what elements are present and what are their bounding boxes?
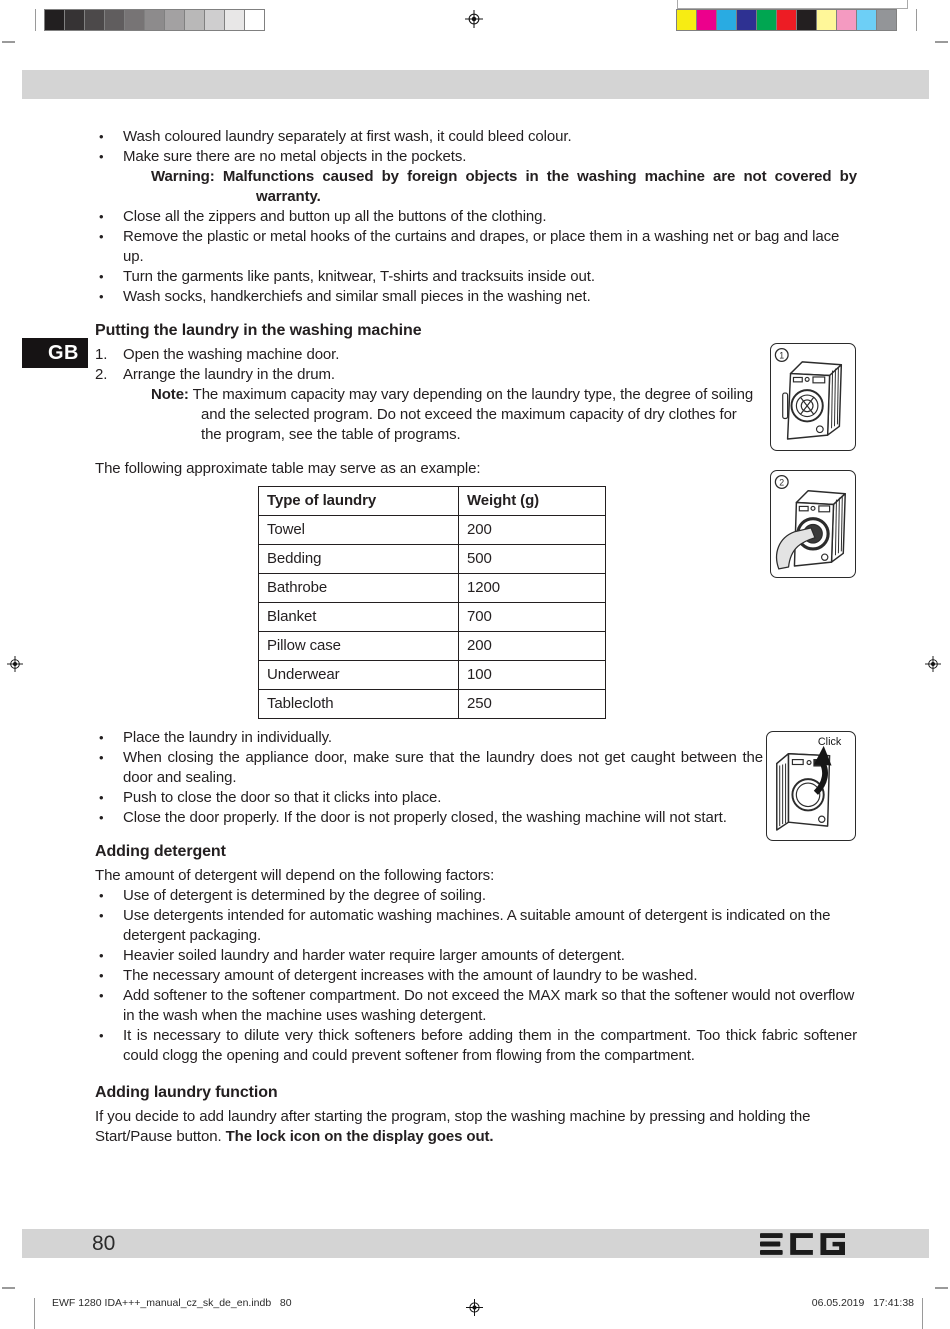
grayscale-swatch (184, 9, 205, 31)
step-number: 2. (95, 366, 108, 383)
bullet-text: Turn the garments like pants, knitwear, T-shirts and tracksuits inside out. (123, 268, 595, 285)
crop-mark (916, 9, 917, 31)
steps-list (95, 345, 763, 385)
warning-text: Malfunctions caused by foreign objects in the washing machine are not covered by warranty. (222, 168, 857, 205)
crop-mark (2, 1287, 15, 1289)
cell-weight: 700 (459, 603, 606, 632)
list-item (95, 788, 763, 808)
paragraph-text: If you decide to add laundry after starting the program, stop the washing machine by pressing and holding the Start/Pause button. (95, 1108, 811, 1145)
step-text: Open the washing machine door. (123, 346, 340, 363)
crop-mark (935, 41, 948, 43)
column-header-type: Type of laundry (259, 487, 459, 516)
cell-weight: 200 (459, 632, 606, 661)
bullet-text: It is necessary to dilute very thick softeners before adding them in the compartment. Too thick fabric softener could clogg the opening and could prevent softener from flowing from the compartment. (123, 1027, 857, 1064)
crop-mark (922, 1298, 923, 1329)
footer-date: 06.05.2019 (811, 1297, 865, 1309)
figure-click-door (766, 731, 856, 841)
list-item (95, 207, 857, 227)
grayscale-swatch (124, 9, 145, 31)
table-row (259, 574, 606, 603)
table-row (259, 690, 606, 719)
cell-type: Blanket (259, 603, 459, 632)
figure-loading-laundry (770, 470, 856, 578)
table-header-row (259, 487, 606, 516)
bullet-text: Add softener to the softener compartment. Do not exceed the MAX mark so that the softener would not overflow in the wash when the machine uses washing detergent. (123, 987, 855, 1024)
bullet-text: Push to close the door so that it clicks into place. (123, 789, 442, 806)
color-swatch (796, 9, 817, 31)
warning-label: Warning: (151, 168, 215, 185)
footer-timestamp (812, 1297, 914, 1309)
bullet-text: Remove the plastic or metal hooks of the curtains and drapes, or place them in a washing net or bag and lace up. (123, 228, 840, 265)
page-content (95, 127, 857, 1147)
step-number: 1. (95, 346, 108, 363)
cell-type: Underwear (259, 661, 459, 690)
bullet-text: Heavier soiled laundry and harder water require larger amounts of detergent. (123, 947, 625, 964)
cell-type: Towel (259, 516, 459, 545)
note-text: The maximum capacity may vary depending on the laundry type, the degree of soiling and the selected program. Do not exceed the maximum capacity of dry clothes for the program, see the table of programs. (192, 386, 754, 443)
list-item (95, 267, 857, 287)
color-swatch (816, 9, 837, 31)
list-item (95, 748, 763, 788)
color-swatch (876, 9, 897, 31)
table-row (259, 632, 606, 661)
table-row (259, 516, 606, 545)
language-tab-gb: GB (22, 338, 88, 368)
door-closing-list (95, 728, 857, 828)
bullet-text: When closing the appliance door, make sure that the laundry does not get caught between the door and sealing. (123, 749, 763, 786)
list-item (95, 147, 857, 167)
grayscale-swatch (144, 9, 165, 31)
step-item (95, 365, 763, 385)
cell-weight: 100 (459, 661, 606, 690)
list-item (95, 808, 763, 828)
color-swatch (696, 9, 717, 31)
header-band (22, 70, 929, 99)
registration-mark (465, 10, 483, 28)
adding-laundry-paragraph (95, 1107, 857, 1147)
registration-mark (7, 656, 23, 672)
figure-3-click-label: Click (817, 735, 842, 748)
cell-type: Bathrobe (259, 574, 459, 603)
grayscale-swatch (84, 9, 105, 31)
list-item (95, 127, 857, 147)
color-swatch (856, 9, 877, 31)
laundry-prep-list-2 (95, 207, 857, 307)
page-number: 80 (92, 1232, 116, 1255)
note-label: Note: (151, 386, 189, 403)
color-swatch (836, 9, 857, 31)
bullet-text: Place the laundry in individually. (123, 729, 332, 746)
table-intro-text: The following approximate table may serve as an example: (95, 460, 481, 477)
table-row (259, 545, 606, 574)
color-bar-tint-strip (677, 0, 908, 9)
color-swatch (676, 9, 697, 31)
list-item (95, 1026, 857, 1066)
bullet-text: Close all the zippers and button up all the buttons of the clothing. (123, 208, 547, 225)
detergent-list (95, 886, 857, 1066)
table-row (259, 661, 606, 690)
list-item (95, 227, 857, 267)
crop-mark (2, 41, 15, 43)
paragraph-bold-text: The lock icon on the display goes out. (225, 1128, 494, 1145)
step-item (95, 345, 763, 365)
list-item (95, 986, 857, 1026)
list-item (95, 886, 857, 906)
cell-type: Tablecloth (259, 690, 459, 719)
ecg-logo (760, 1233, 845, 1260)
section-title-adding-laundry-function: Adding laundry function (95, 1084, 278, 1101)
cell-type: Pillow case (259, 632, 459, 661)
table-row (259, 603, 606, 632)
footer-file-info: EWF 1280 IDA+++_manual_cz_sk_de_en.indb 80 (52, 1297, 292, 1309)
crop-mark (34, 1298, 35, 1329)
putting-laundry-steps (95, 345, 857, 445)
cell-weight: 250 (459, 690, 606, 719)
color-swatch (716, 9, 737, 31)
cell-weight: 1200 (459, 574, 606, 603)
registration-mark (466, 1299, 483, 1316)
bullet-text: Wash socks, handkerchiefs and similar small pieces in the washing net. (123, 288, 591, 305)
grayscale-swatch (164, 9, 185, 31)
list-item (95, 946, 857, 966)
crop-mark (35, 9, 36, 31)
cell-weight: 200 (459, 516, 606, 545)
bullet-text: Wash coloured laundry separately at first wash, it could bleed colour. (123, 128, 572, 145)
section-title-adding-detergent: Adding detergent (95, 843, 226, 860)
footer-time: 17:41:38 (873, 1297, 914, 1309)
grayscale-swatch (104, 9, 125, 31)
cell-weight: 500 (459, 545, 606, 574)
warning-paragraph (123, 167, 857, 207)
figure-open-door (770, 343, 856, 451)
cell-type: Bedding (259, 545, 459, 574)
bullet-text: Use of detergent is determined by the degree of soiling. (123, 887, 486, 904)
crop-mark (935, 1287, 948, 1289)
list-item (95, 728, 763, 748)
grayscale-swatch (64, 9, 85, 31)
bullet-text: Close the door properly. If the door is not properly closed, the washing machine will not start. (123, 809, 727, 826)
grayscale-swatch (224, 9, 245, 31)
list-item (95, 906, 857, 946)
section-title-putting-laundry: Putting the laundry in the washing machine (95, 322, 422, 339)
list-item (95, 966, 857, 986)
bullet-text: Make sure there are no metal objects in the pockets. (123, 148, 467, 165)
grayscale-swatch (204, 9, 225, 31)
column-header-weight: Weight (g) (459, 487, 606, 516)
figure-1-number: 1 (779, 350, 785, 361)
list-item (95, 287, 857, 307)
laundry-prep-list-1 (95, 127, 857, 167)
grayscale-calibration-bar (45, 9, 265, 31)
note-paragraph (123, 385, 763, 445)
step-text: Arrange the laundry in the drum. (123, 366, 335, 383)
detergent-intro: The amount of detergent will depend on the following factors: (95, 867, 495, 884)
color-swatch (736, 9, 757, 31)
bullet-text: Use detergents intended for automatic washing machines. A suitable amount of detergent is indicated on the detergent packaging. (123, 907, 831, 944)
figure-2-number: 2 (779, 477, 785, 488)
bullet-text: The necessary amount of detergent increases with the amount of laundry to be washed. (123, 967, 698, 984)
grayscale-swatch (44, 9, 65, 31)
grayscale-swatch (244, 9, 265, 31)
registration-mark (925, 656, 941, 672)
color-swatch (756, 9, 777, 31)
laundry-weight-table (258, 486, 606, 719)
color-calibration-bar (677, 9, 897, 31)
color-swatch (776, 9, 797, 31)
